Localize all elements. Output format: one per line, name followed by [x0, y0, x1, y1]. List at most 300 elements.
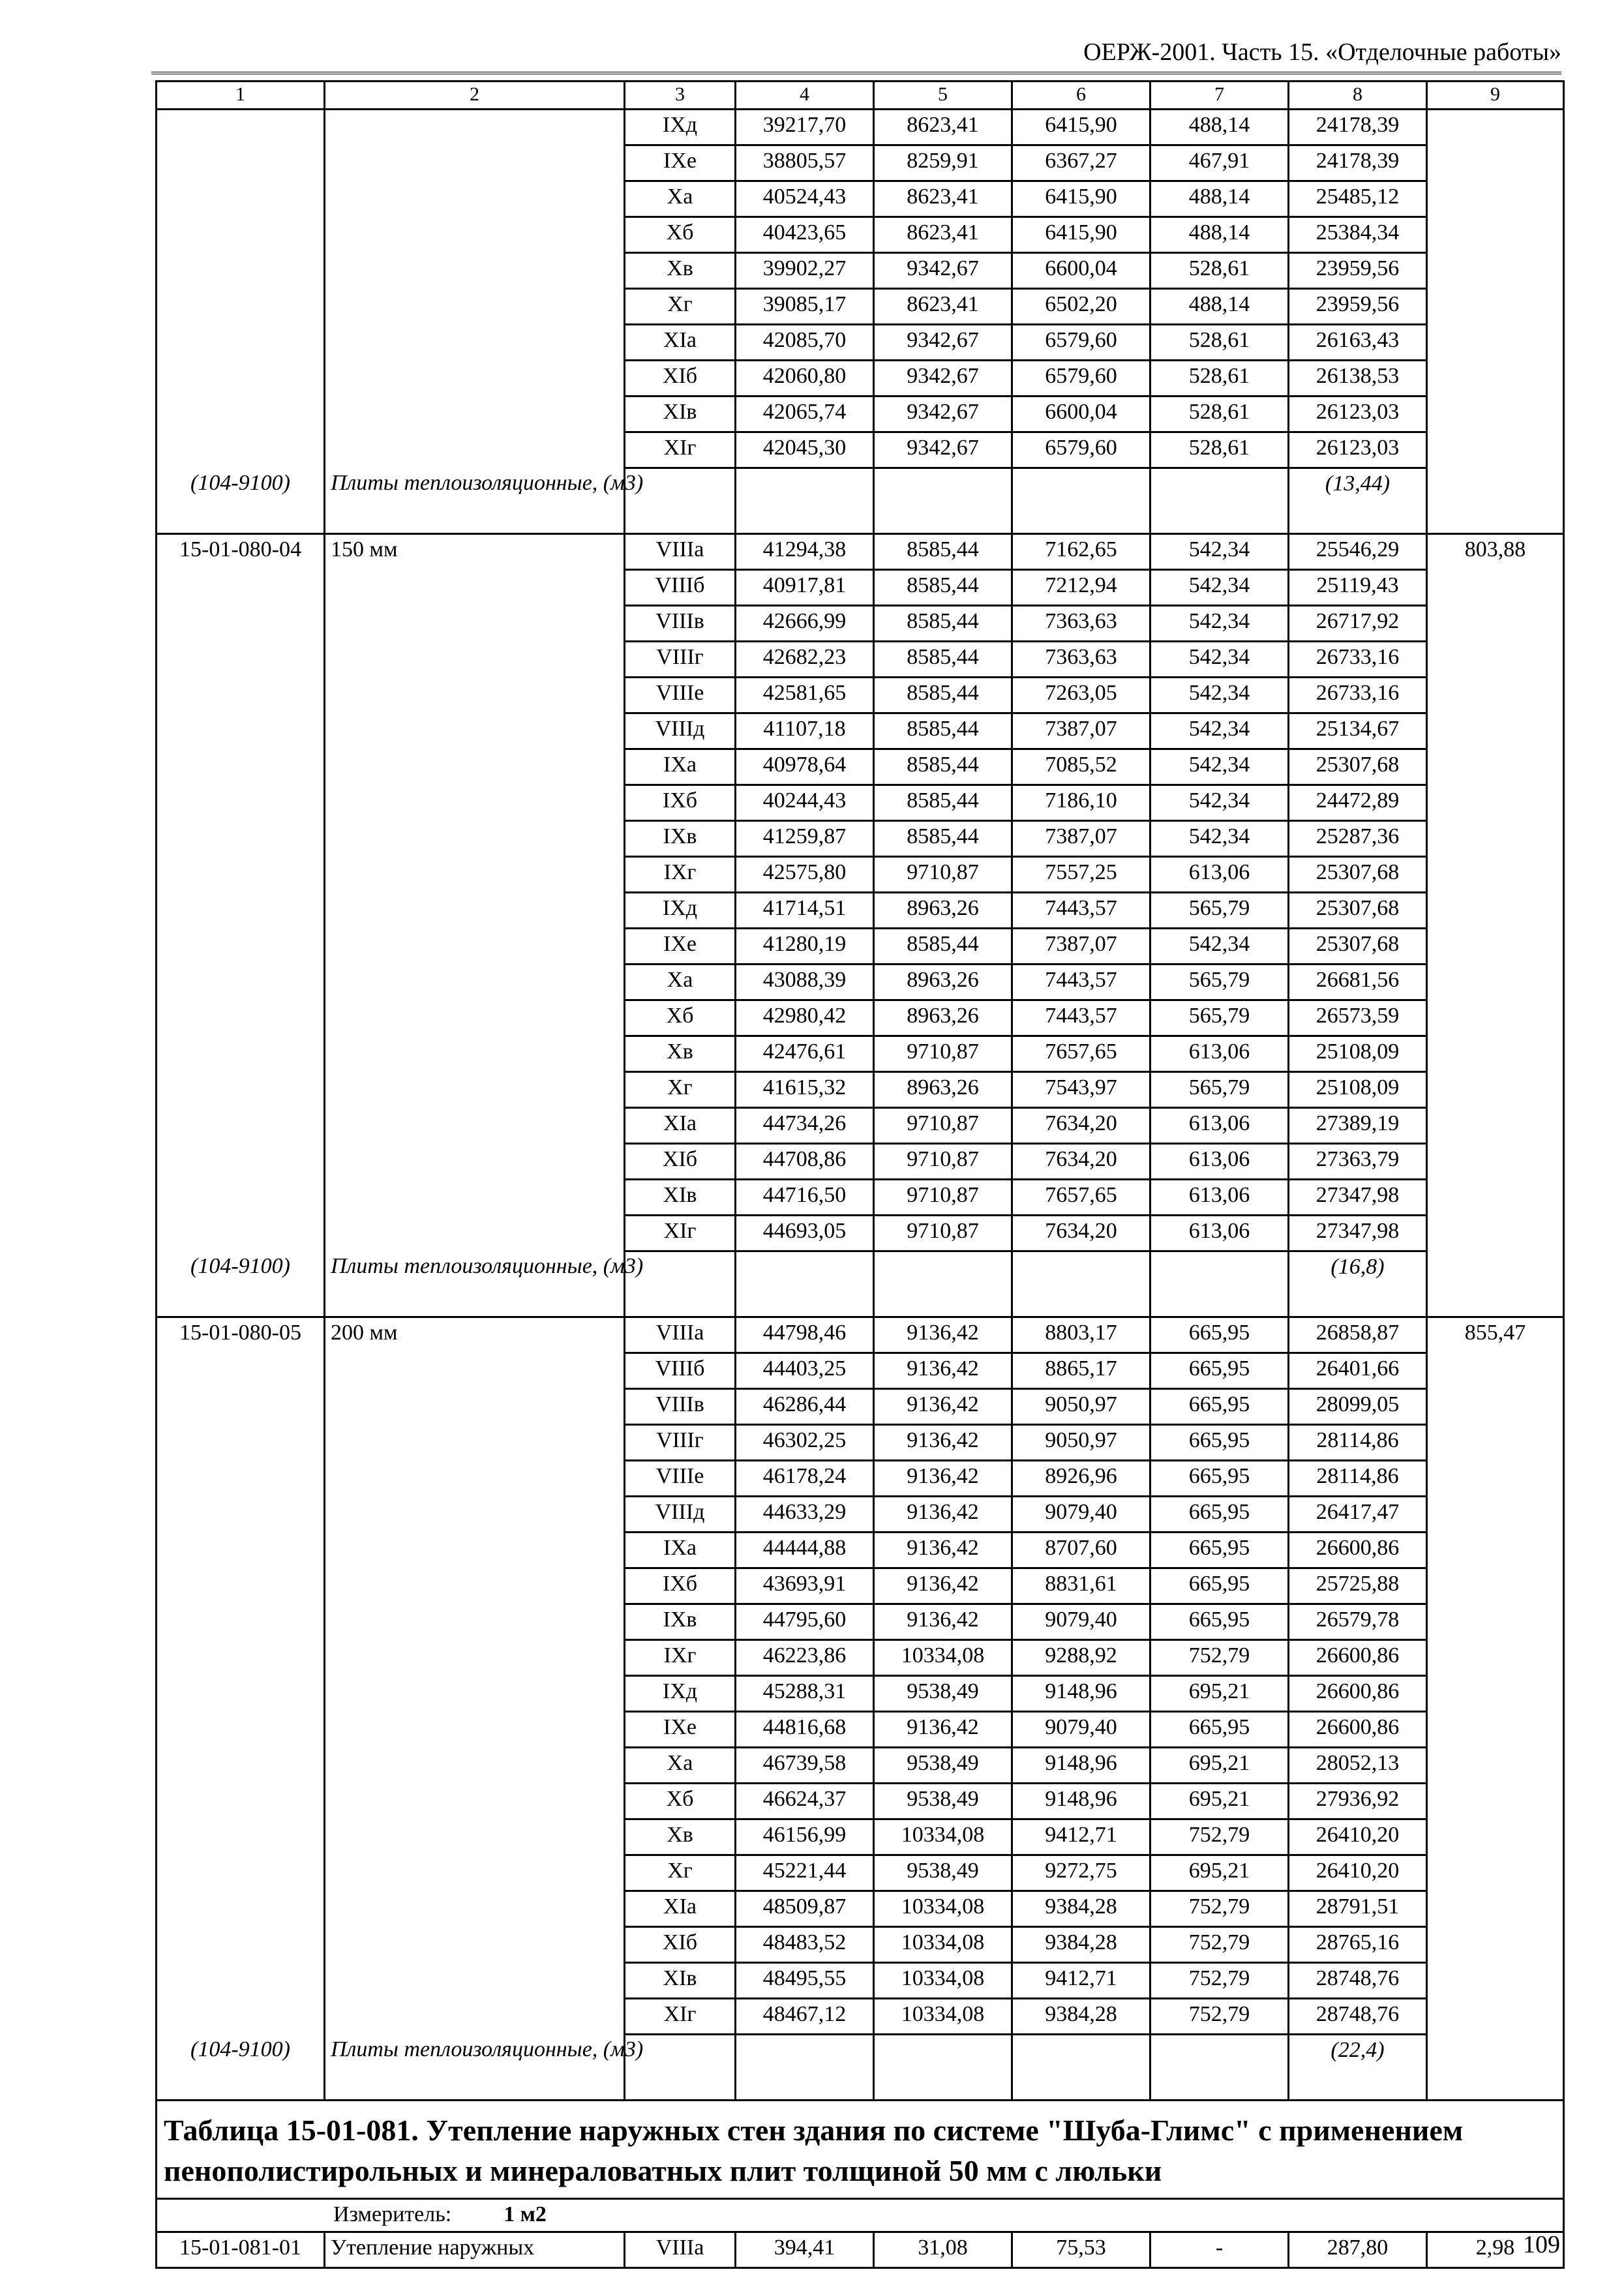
value-cell: 803,88 — [1427, 534, 1564, 570]
code-cell — [157, 217, 325, 253]
table-row — [157, 1676, 1564, 1712]
table-row — [157, 1819, 1564, 1855]
value-cell: 6579,60 — [1012, 361, 1150, 396]
table-row — [157, 534, 1564, 570]
value-cell: 25546,29 — [1289, 534, 1427, 570]
value-cell: 46178,24 — [736, 1461, 874, 1497]
value-cell: 26600,86 — [1289, 1712, 1427, 1748]
empty-cell — [1012, 1251, 1150, 1317]
value-cell: 9079,40 — [1012, 1497, 1150, 1533]
value-cell — [1427, 857, 1564, 893]
value-cell: 44816,68 — [736, 1712, 874, 1748]
zone-cell: IXб — [625, 785, 736, 821]
value-cell: 7212,94 — [1012, 570, 1150, 606]
table-row — [157, 821, 1564, 857]
value-cell: 9136,42 — [874, 1568, 1012, 1604]
value-cell — [1427, 749, 1564, 785]
value-cell: 6367,27 — [1012, 145, 1150, 181]
table-row — [157, 145, 1564, 181]
column-number: 5 — [874, 82, 1012, 110]
table-title-row — [157, 2101, 1564, 2199]
column-numbers-row — [157, 82, 1564, 110]
code-cell — [157, 749, 325, 785]
code-cell — [157, 253, 325, 289]
zone-cell: XIа — [625, 325, 736, 361]
value-cell: 28748,76 — [1289, 1999, 1427, 2035]
value-cell: 695,21 — [1150, 1784, 1289, 1819]
value-cell: 7363,63 — [1012, 642, 1150, 678]
value-cell: 6600,04 — [1012, 253, 1150, 289]
value-cell: 27936,92 — [1289, 1784, 1427, 1819]
name-cell — [325, 1963, 625, 1999]
value-cell: 9412,71 — [1012, 1963, 1150, 1999]
value-cell: 695,21 — [1150, 1676, 1289, 1712]
value-cell: 46739,58 — [736, 1748, 874, 1784]
value-cell: 7634,20 — [1012, 1216, 1150, 1251]
code-cell — [157, 1144, 325, 1180]
value-cell: 46286,44 — [736, 1389, 874, 1425]
value-cell: 8926,96 — [1012, 1461, 1150, 1497]
value-cell: 8623,41 — [874, 110, 1012, 145]
value-cell: 25134,67 — [1289, 713, 1427, 749]
value-cell: 44633,29 — [736, 1497, 874, 1533]
value-cell — [1427, 396, 1564, 432]
value-cell: 48495,55 — [736, 1963, 874, 1999]
code-cell — [157, 606, 325, 642]
value-cell: 8585,44 — [874, 570, 1012, 606]
zone-cell: VIIIг — [625, 1425, 736, 1461]
code-cell — [157, 1036, 325, 1072]
value-cell — [1427, 1927, 1564, 1963]
zone-cell: Xг — [625, 1072, 736, 1108]
value-cell: 9136,42 — [874, 1497, 1012, 1533]
table-row — [157, 1216, 1564, 1251]
name-cell — [325, 929, 625, 965]
value-cell: 488,14 — [1150, 110, 1289, 145]
table-row — [157, 1927, 1564, 1963]
name-cell — [325, 1784, 625, 1819]
meter — [162, 2200, 1557, 2230]
table-row — [157, 965, 1564, 1000]
value-cell — [1427, 325, 1564, 361]
value-cell: 8623,41 — [874, 217, 1012, 253]
empty-cell — [874, 468, 1012, 534]
value-cell: 41615,32 — [736, 1072, 874, 1108]
resource-row — [157, 468, 1564, 534]
table-row — [157, 1389, 1564, 1425]
name-cell — [325, 1497, 625, 1533]
value-cell: 8623,41 — [874, 181, 1012, 217]
value-cell — [1427, 1216, 1564, 1251]
value-cell: 27363,79 — [1289, 1144, 1427, 1180]
value-cell: 7657,65 — [1012, 1036, 1150, 1072]
table-row — [157, 1180, 1564, 1216]
value-cell: 542,34 — [1150, 749, 1289, 785]
value-cell: 8585,44 — [874, 749, 1012, 785]
value-cell: 8259,91 — [874, 145, 1012, 181]
value-cell: 8707,60 — [1012, 1533, 1150, 1568]
zone-cell: IXг — [625, 857, 736, 893]
name-cell — [325, 1144, 625, 1180]
value-cell: 9136,42 — [874, 1317, 1012, 1353]
value-cell: 9272,75 — [1012, 1855, 1150, 1891]
zone-cell: Xг — [625, 289, 736, 325]
value-cell: 9538,49 — [874, 1676, 1012, 1712]
value-cell: 28765,16 — [1289, 1927, 1427, 1963]
value-cell: 26138,53 — [1289, 361, 1427, 396]
name-cell — [325, 642, 625, 678]
value-cell: 7634,20 — [1012, 1144, 1150, 1180]
value-cell: 42666,99 — [736, 606, 874, 642]
value-cell: 26401,66 — [1289, 1353, 1427, 1389]
value-cell: 10334,08 — [874, 1999, 1012, 2035]
value-cell: 9136,42 — [874, 1461, 1012, 1497]
table-row — [157, 857, 1564, 893]
value-cell — [1427, 1000, 1564, 1036]
value-cell: 613,06 — [1150, 1180, 1289, 1216]
value-cell: 7186,10 — [1012, 785, 1150, 821]
value-cell: 25108,09 — [1289, 1036, 1427, 1072]
value-cell: 44734,26 — [736, 1108, 874, 1144]
value-cell — [1427, 217, 1564, 253]
empty-cell — [1150, 468, 1289, 534]
value-cell — [1427, 1604, 1564, 1640]
value-cell — [1427, 1784, 1564, 1819]
value-cell: 28748,76 — [1289, 1963, 1427, 1999]
value-cell: 25307,68 — [1289, 929, 1427, 965]
value-cell: 26600,86 — [1289, 1640, 1427, 1676]
value-cell: 40423,65 — [736, 217, 874, 253]
value-cell: 287,80 — [1289, 2232, 1427, 2268]
value-cell: 41294,38 — [736, 534, 874, 570]
code-cell — [157, 1072, 325, 1108]
name-cell — [325, 1819, 625, 1855]
value-cell: 28099,05 — [1289, 1389, 1427, 1425]
value-cell: 40524,43 — [736, 181, 874, 217]
table-row — [157, 1497, 1564, 1533]
rates-table — [155, 80, 1565, 2269]
code-cell — [157, 325, 325, 361]
table-row — [157, 1036, 1564, 1072]
name-cell — [325, 110, 625, 145]
code-cell — [157, 1927, 325, 1963]
value-cell: 467,91 — [1150, 145, 1289, 181]
value-cell: 7634,20 — [1012, 1108, 1150, 1144]
value-cell: 48509,87 — [736, 1891, 874, 1927]
value-cell — [1427, 1353, 1564, 1389]
value-cell: 26410,20 — [1289, 1819, 1427, 1855]
value-cell: 7263,05 — [1012, 678, 1150, 713]
value-cell — [1427, 1855, 1564, 1891]
table-row — [157, 1748, 1564, 1784]
name-cell — [325, 1180, 625, 1216]
value-cell: 7443,57 — [1012, 1000, 1150, 1036]
value-cell: 695,21 — [1150, 1855, 1289, 1891]
column-number: 9 — [1427, 82, 1564, 110]
zone-cell: IXд — [625, 893, 736, 929]
value-cell: 26163,43 — [1289, 325, 1427, 361]
value-cell: 46156,99 — [736, 1819, 874, 1855]
code-cell — [157, 289, 325, 325]
column-number: 7 — [1150, 82, 1289, 110]
value-cell: 26858,87 — [1289, 1317, 1427, 1353]
value-cell: 9136,42 — [874, 1425, 1012, 1461]
name-cell — [325, 1676, 625, 1712]
code-cell — [157, 1963, 325, 1999]
value-cell: 8963,26 — [874, 893, 1012, 929]
value-cell: 8831,61 — [1012, 1568, 1150, 1604]
value-cell — [1427, 1999, 1564, 2035]
code-cell — [157, 361, 325, 396]
table-row — [157, 1353, 1564, 1389]
name-cell — [325, 253, 625, 289]
value-cell: 394,41 — [736, 2232, 874, 2268]
value-cell: 43088,39 — [736, 965, 874, 1000]
code-cell — [157, 570, 325, 606]
table-title: Таблица 15-01-081. Утепление наружных стен здания по системе "Шуба-Глимс" с применением пенополистирольных и минераловатных плит толщиной 50 мм с люльки — [157, 2101, 1564, 2199]
zone-cell: IXе — [625, 929, 736, 965]
value-cell: 40978,64 — [736, 749, 874, 785]
zone-cell: Xв — [625, 253, 736, 289]
value-cell: 26417,47 — [1289, 1497, 1427, 1533]
value-cell: 10334,08 — [874, 1640, 1012, 1676]
empty-cell — [1427, 1251, 1564, 1317]
code-cell — [157, 1999, 325, 2035]
zone-cell: Xб — [625, 217, 736, 253]
code-cell — [157, 396, 325, 432]
zone-cell: XIв — [625, 396, 736, 432]
value-cell: 40917,81 — [736, 570, 874, 606]
value-cell: 41259,87 — [736, 821, 874, 857]
value-cell — [1427, 821, 1564, 857]
value-cell: 665,95 — [1150, 1425, 1289, 1461]
zone-cell: IXа — [625, 749, 736, 785]
value-cell: 9710,87 — [874, 857, 1012, 893]
empty-cell — [736, 468, 874, 534]
zone-cell: VIIIа — [625, 534, 736, 570]
value-cell — [1427, 785, 1564, 821]
value-cell: 44795,60 — [736, 1604, 874, 1640]
value-cell — [1427, 1389, 1564, 1425]
name-cell — [325, 1533, 625, 1568]
name-cell — [325, 289, 625, 325]
value-cell — [1427, 1036, 1564, 1072]
zone-cell: IXе — [625, 1712, 736, 1748]
value-cell: 25307,68 — [1289, 857, 1427, 893]
code-cell — [157, 110, 325, 145]
value-cell: 7363,63 — [1012, 606, 1150, 642]
zone-cell: XIа — [625, 1891, 736, 1927]
empty-cell — [1012, 468, 1150, 534]
name-cell — [325, 893, 625, 929]
value-cell: 9079,40 — [1012, 1712, 1150, 1748]
value-cell: 8963,26 — [874, 1072, 1012, 1108]
empty-cell — [736, 2035, 874, 2101]
name-cell: 150 мм — [325, 534, 625, 570]
code-cell — [157, 1604, 325, 1640]
table-row — [157, 361, 1564, 396]
value-cell: 8585,44 — [874, 534, 1012, 570]
table-row — [157, 1963, 1564, 1999]
value-cell: 26410,20 — [1289, 1855, 1427, 1891]
value-cell: 26123,03 — [1289, 396, 1427, 432]
table-row — [157, 1425, 1564, 1461]
value-cell: 7443,57 — [1012, 965, 1150, 1000]
value-cell: 565,79 — [1150, 965, 1289, 1000]
resource-code: (104-9100) — [157, 2035, 325, 2101]
value-cell: 855,47 — [1427, 1317, 1564, 1353]
value-cell: 24472,89 — [1289, 785, 1427, 821]
code-cell: 15-01-081-01 — [157, 2232, 325, 2268]
zone-cell: IXд — [625, 1676, 736, 1712]
zone-cell: VIIIд — [625, 1497, 736, 1533]
value-cell: 7443,57 — [1012, 893, 1150, 929]
empty-cell — [1150, 1251, 1289, 1317]
name-cell — [325, 1927, 625, 1963]
value-cell — [1427, 181, 1564, 217]
value-cell: 10334,08 — [874, 1891, 1012, 1927]
table-row — [157, 642, 1564, 678]
code-cell — [157, 785, 325, 821]
value-cell: 488,14 — [1150, 181, 1289, 217]
value-cell: 665,95 — [1150, 1389, 1289, 1425]
value-cell: 528,61 — [1150, 396, 1289, 432]
value-cell: 752,79 — [1150, 1891, 1289, 1927]
zone-cell: Xг — [625, 1855, 736, 1891]
zone-cell: Xа — [625, 1748, 736, 1784]
table-row — [157, 1999, 1564, 2035]
zone-cell: XIа — [625, 1108, 736, 1144]
name-cell — [325, 1568, 625, 1604]
table-row — [157, 217, 1564, 253]
zone-cell: VIIIб — [625, 1353, 736, 1389]
value-cell: 26733,16 — [1289, 642, 1427, 678]
value-cell — [1427, 1676, 1564, 1712]
value-cell — [1427, 1640, 1564, 1676]
value-cell: 613,06 — [1150, 1144, 1289, 1180]
zone-cell: VIIIв — [625, 1389, 736, 1425]
zone-cell: IXв — [625, 821, 736, 857]
value-cell — [1427, 1108, 1564, 1144]
name-cell — [325, 749, 625, 785]
value-cell: 565,79 — [1150, 1072, 1289, 1108]
value-cell: 542,34 — [1150, 678, 1289, 713]
value-cell: 41107,18 — [736, 713, 874, 749]
code-cell — [157, 1497, 325, 1533]
value-cell: 26573,59 — [1289, 1000, 1427, 1036]
code-cell — [157, 713, 325, 749]
name-cell — [325, 1108, 625, 1144]
code-cell — [157, 1819, 325, 1855]
name-cell — [325, 217, 625, 253]
code-cell — [157, 1640, 325, 1676]
table-row — [157, 1784, 1564, 1819]
value-cell: 8585,44 — [874, 606, 1012, 642]
value-cell: 9148,96 — [1012, 1748, 1150, 1784]
code-cell — [157, 1180, 325, 1216]
value-cell: 24178,39 — [1289, 145, 1427, 181]
table-footer — [157, 2101, 1564, 2268]
value-cell: 45221,44 — [736, 1855, 874, 1891]
zone-cell: IXг — [625, 1640, 736, 1676]
value-cell: 542,34 — [1150, 821, 1289, 857]
value-cell: 25119,43 — [1289, 570, 1427, 606]
value-cell: 752,79 — [1150, 1963, 1289, 1999]
value-cell: 542,34 — [1150, 642, 1289, 678]
value-cell: 752,79 — [1150, 1640, 1289, 1676]
table-row — [157, 1461, 1564, 1497]
zone-cell: XIв — [625, 1180, 736, 1216]
code-cell — [157, 432, 325, 468]
name-cell — [325, 1353, 625, 1389]
value-cell: 10334,08 — [874, 1963, 1012, 1999]
resource-name: Плиты теплоизоляционные, (м3) — [325, 1251, 625, 1317]
value-cell — [1427, 1712, 1564, 1748]
code-cell — [157, 1712, 325, 1748]
table-row — [157, 570, 1564, 606]
code-cell — [157, 965, 325, 1000]
value-cell: 613,06 — [1150, 1216, 1289, 1251]
value-cell — [1427, 678, 1564, 713]
value-cell: 565,79 — [1150, 893, 1289, 929]
value-cell: 9710,87 — [874, 1144, 1012, 1180]
value-cell: 488,14 — [1150, 289, 1289, 325]
name-cell: Утепление наружных — [325, 2232, 625, 2268]
column-number: 6 — [1012, 82, 1150, 110]
table-row — [157, 1640, 1564, 1676]
empty-cell — [874, 2035, 1012, 2101]
meter-row — [157, 2199, 1564, 2232]
resource-row — [157, 2035, 1564, 2101]
code-cell — [157, 929, 325, 965]
value-cell: 9710,87 — [874, 1108, 1012, 1144]
value-cell: 528,61 — [1150, 361, 1289, 396]
resource-name: Плиты теплоизоляционные, (м3) — [325, 468, 625, 534]
table-row — [157, 1533, 1564, 1568]
value-cell — [1427, 606, 1564, 642]
column-number: 2 — [325, 82, 625, 110]
table-row — [157, 1568, 1564, 1604]
value-cell: - — [1150, 2232, 1289, 2268]
column-number: 3 — [625, 82, 736, 110]
meter-value: 1 м2 — [504, 2202, 547, 2226]
table-body — [157, 82, 1564, 2101]
value-cell: 39085,17 — [736, 289, 874, 325]
value-cell: 9412,71 — [1012, 1819, 1150, 1855]
value-cell: 44444,88 — [736, 1533, 874, 1568]
zone-cell: Xв — [625, 1819, 736, 1855]
value-cell: 27389,19 — [1289, 1108, 1427, 1144]
value-cell: 42980,42 — [736, 1000, 874, 1036]
table-row — [157, 110, 1564, 145]
value-cell: 46223,86 — [736, 1640, 874, 1676]
name-cell — [325, 181, 625, 217]
value-cell: 28114,86 — [1289, 1425, 1427, 1461]
code-cell — [157, 1389, 325, 1425]
name-cell — [325, 1036, 625, 1072]
value-cell: 542,34 — [1150, 785, 1289, 821]
code-cell — [157, 821, 325, 857]
value-cell — [1427, 432, 1564, 468]
value-cell: 2,98 — [1427, 2232, 1564, 2268]
value-cell: 9050,97 — [1012, 1425, 1150, 1461]
zone-cell: IXб — [625, 1568, 736, 1604]
page-header: ОЕРЖ-2001. Часть 15. «Отделочные работы» — [1083, 38, 1561, 66]
name-cell — [325, 1712, 625, 1748]
value-cell — [1427, 642, 1564, 678]
value-cell: 23959,56 — [1289, 289, 1427, 325]
value-cell: 41714,51 — [736, 893, 874, 929]
